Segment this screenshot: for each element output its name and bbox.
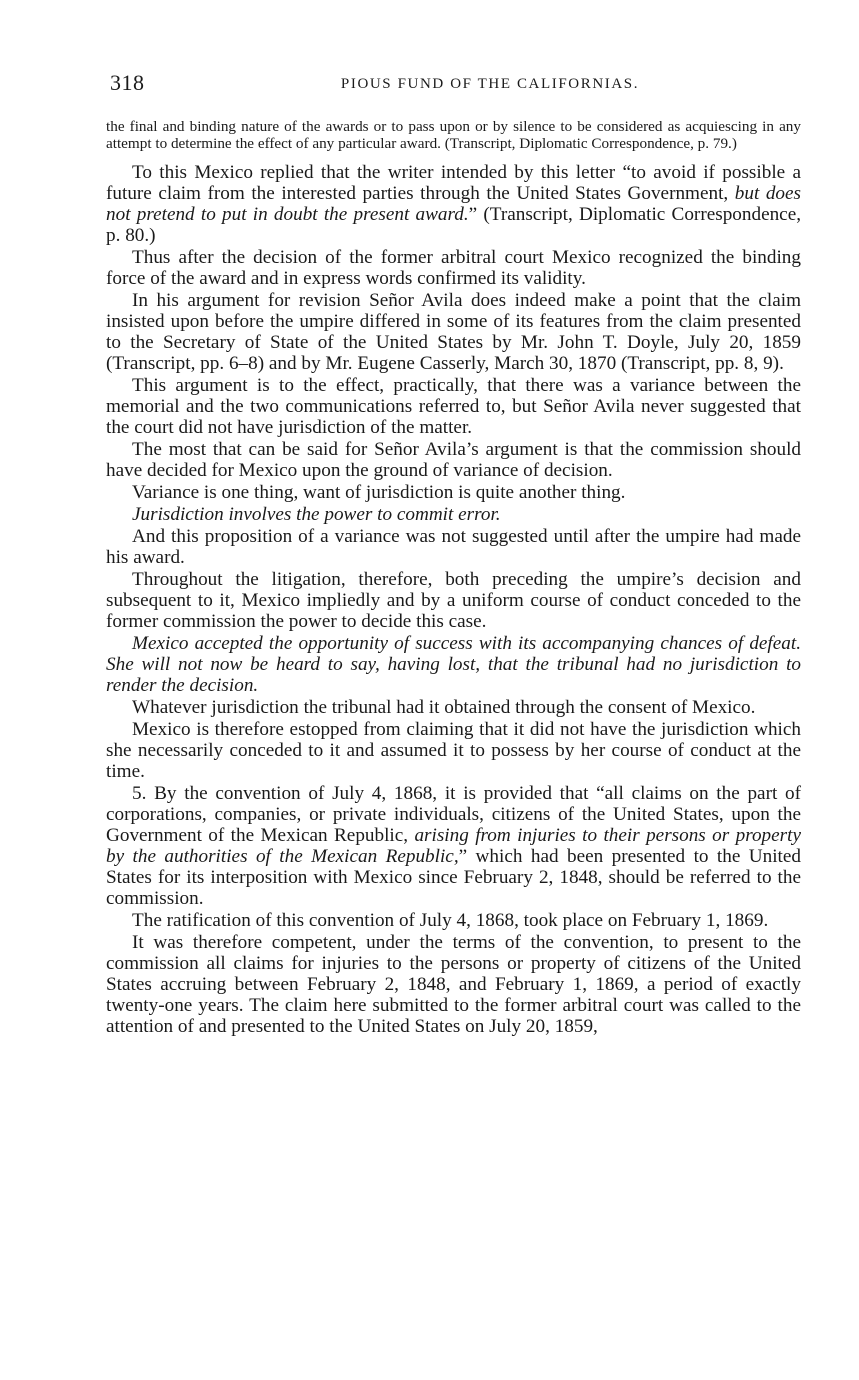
paragraph-jurisdiction-error — [106, 504, 801, 525]
paragraph-binding-force: Thus after the decision of the former arbitral court Mexico recognized the binding force of the award and in express words confirmed its validity. — [106, 247, 801, 289]
italic-quote: but does not pretend to put in doubt the present award. — [106, 183, 801, 225]
paragraph-proposition: And this proposition of a variance was not suggested until after the umpire had made his award. — [106, 526, 801, 568]
paragraph-ratification: The ratification of this convention of July 4, 1868, took place on February 1, 1869. — [132, 910, 769, 931]
quote-continuation: the final and binding nature of the awards or to pass upon or by silence to be considered as acquiescing in any attempt to determine the effect of any particular award. (Transcript, Diplomatic Correspondence, p. 79.) — [106, 118, 801, 152]
running-title: PIOUS FUND OF THE CALIFORNIAS. — [340, 76, 640, 92]
paragraph-consent: Whatever jurisdiction the tribunal had it obtained through the consent of Mexico. — [132, 697, 756, 718]
paragraph-variance: This argument is to the effect, practically, that there was a variance between the memorial and the two communications referred to, but Señor Avila never suggested that the court did not have jurisdiction of the matter. — [106, 375, 801, 438]
paragraph-text: 5. By the convention of July 4, 1868, it is provided that “all claims on the part of corporations, companies, or private individuals, citizens of the United States, upon the Government of the Mexican Republic, — [106, 783, 801, 846]
paragraph-text: To this Mexico replied that the writer intended by this letter “to avoid if possible a future claim from the interested parties through the United States Government, — [106, 162, 801, 204]
italic-quote: arising from injuries to their persons or property by the authorities of the Mexican Republic, — [106, 825, 801, 867]
paragraph-mexico-reply — [106, 162, 801, 246]
page-body — [106, 118, 801, 1038]
paragraph-accepted-opportunity — [106, 633, 801, 696]
italic-text: Jurisdiction involves the power to commit error. — [132, 504, 501, 525]
page-header — [110, 70, 800, 100]
italic-text: Mexico accepted the opportunity of success with its accompanying chances of defeat. She will not now be heard to say, having lost, that the tribunal had no jurisdiction to render the decision. — [106, 633, 801, 696]
paragraph-competent: It was therefore competent, under the terms of the convention, to present to the commission all claims for injuries to the persons or property of citizens of the United States accruing between February 2, 1848, and February 1, 1869, a period of exactly twenty-one years. The claim here submitted to the former arbitral court was called to the attention of and presented to the United States on July 20, 1859, — [106, 932, 801, 1037]
paragraph-text: ” which had been presented to the United States for its interposition with Mexico since February 2, 1848, should be referred to the commission. — [106, 846, 801, 909]
paragraph-convention — [106, 783, 801, 909]
paragraph-text: ” (Transcript, Diplomatic Correspondence, p. 80.) — [106, 204, 802, 246]
paragraph-avila-argument: In his argument for revision Señor Avila does indeed make a point that the claim insisted upon before the umpire differed in some of its features from the claim presented to the Secretary of State of the United States by Mr. John T. Doyle, July 20, 1859 (Transcript, pp. 6–8) and by Mr. Eugene Casserly, March 30, 1870 (Transcript, pp. 8, 9). — [106, 290, 801, 374]
paragraph-litigation: Throughout the litigation, therefore, both preceding the umpire’s decision and subsequent to it, Mexico impliedly and by a uniform course of conduct conceded to the former commission the power to decide this case. — [106, 569, 801, 632]
paragraph-estopped: Mexico is therefore estopped from claiming that it did not have the jurisdiction which she necessarily conceded to it and assumed it to possess by her course of conduct at the time. — [106, 719, 801, 782]
paragraph-most-said: The most that can be said for Señor Avila’s argument is that the commission should have decided for Mexico upon the ground of variance of decision. — [106, 439, 801, 481]
page-number: 318 — [110, 70, 145, 95]
paragraph-variance-thing: Variance is one thing, want of jurisdiction is quite another thing. — [132, 482, 626, 503]
